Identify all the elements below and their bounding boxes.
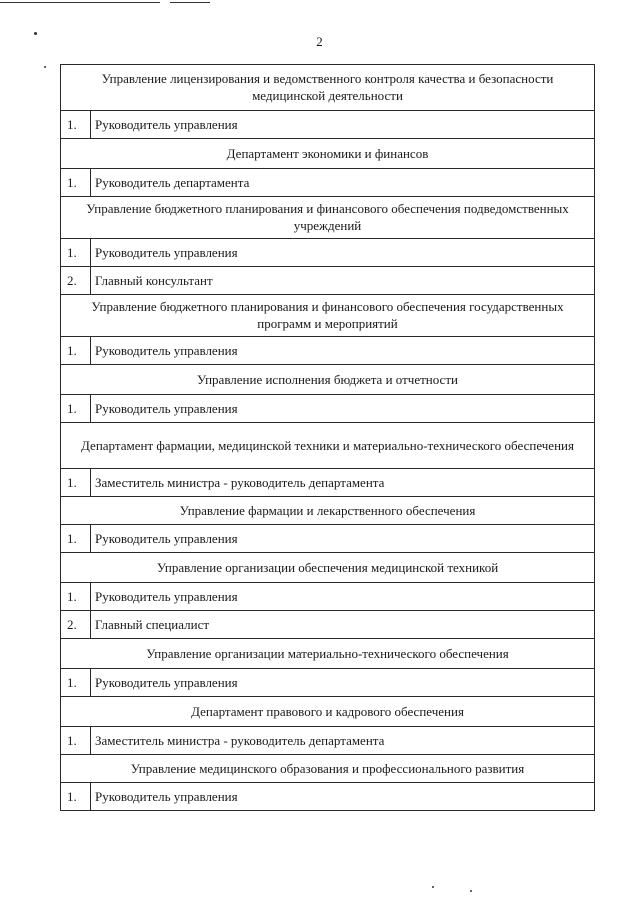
- section-header: [61, 697, 594, 727]
- position-title: Руководитель управления: [95, 400, 238, 416]
- section-title: Управление фармации и лекарственного обеспечения: [179, 502, 476, 518]
- table-row: [61, 169, 594, 197]
- section-title: Управление медицинского образования и профессионального развития: [130, 760, 525, 776]
- section-header: [61, 553, 594, 583]
- section-title: Департамент экономики и финансов: [226, 145, 429, 161]
- row-number: 2.: [61, 267, 91, 294]
- row-number: 1.: [61, 239, 91, 266]
- section-header: [61, 65, 594, 111]
- position-title: Руководитель управления: [95, 674, 238, 690]
- section-title: Управление бюджетного планирования и финансового обеспечения подведомственных учреждений: [86, 201, 569, 233]
- position-title: Руководитель управления: [95, 788, 238, 804]
- position-title: Руководитель управления: [95, 116, 238, 132]
- table-row: [61, 267, 594, 295]
- section-header: [61, 197, 594, 239]
- row-number: 1.: [61, 395, 91, 422]
- position-title: Заместитель министра - руководитель департамента: [95, 474, 385, 490]
- scan-dot: [432, 886, 434, 888]
- scan-line-top-short: [170, 2, 210, 3]
- table-row: [61, 395, 594, 423]
- position-title: Руководитель управления: [95, 244, 238, 260]
- row-number: 1.: [61, 169, 91, 196]
- table-row: [61, 111, 594, 139]
- row-number: 2.: [61, 611, 91, 638]
- table-row: [61, 727, 594, 755]
- position-title: Главный консультант: [95, 272, 213, 288]
- section-header: [61, 423, 594, 469]
- table-row: [61, 239, 594, 267]
- position-title: Руководитель управления: [95, 588, 238, 604]
- section-header: [61, 365, 594, 395]
- table-row: [61, 583, 594, 611]
- section-header: [61, 755, 594, 783]
- row-number: 1.: [61, 583, 91, 610]
- positions-table: [60, 64, 595, 811]
- position-title: Руководитель управления: [95, 530, 238, 546]
- section-title: Управление организации материально-технического обеспечения: [146, 645, 509, 661]
- table-row: [61, 783, 594, 811]
- section-title: Департамент правового и кадрового обеспечения: [191, 703, 464, 719]
- scan-line-top: [0, 2, 160, 3]
- section-title: Управление организации обеспечения медицинской техникой: [156, 559, 499, 575]
- scan-dot: [44, 66, 46, 68]
- section-title: Управление лицензирования и ведомственного контроля качества и безопасности медицинской деятельности: [101, 71, 554, 103]
- section-header: [61, 139, 594, 169]
- page-number: 2: [316, 34, 323, 49]
- scan-dot: [470, 890, 472, 892]
- row-number: 1.: [61, 783, 91, 810]
- position-title: Руководитель департамента: [95, 174, 250, 190]
- table-row: [61, 337, 594, 365]
- position-title: Руководитель управления: [95, 342, 238, 358]
- row-number: 1.: [61, 469, 91, 496]
- section-title: Департамент фармации, медицинской техники и материально-технического обеспечения: [81, 437, 574, 453]
- row-number: 1.: [61, 669, 91, 696]
- section-header: [61, 295, 594, 337]
- row-number: 1.: [61, 727, 91, 754]
- table-row: [61, 469, 594, 497]
- section-header: [61, 497, 594, 525]
- table-row: [61, 669, 594, 697]
- position-title: Заместитель министра - руководитель департамента: [95, 732, 385, 748]
- table-row: [61, 611, 594, 639]
- row-number: 1.: [61, 337, 91, 364]
- row-number: 1.: [61, 111, 91, 138]
- section-title: Управление бюджетного планирования и финансового обеспечения государственных программ и мероприятий: [91, 299, 564, 331]
- section-title: Управление исполнения бюджета и отчетности: [197, 371, 458, 387]
- section-header: [61, 639, 594, 669]
- row-number: 1.: [61, 525, 91, 552]
- table-row: [61, 525, 594, 553]
- position-title: Главный специалист: [95, 616, 210, 632]
